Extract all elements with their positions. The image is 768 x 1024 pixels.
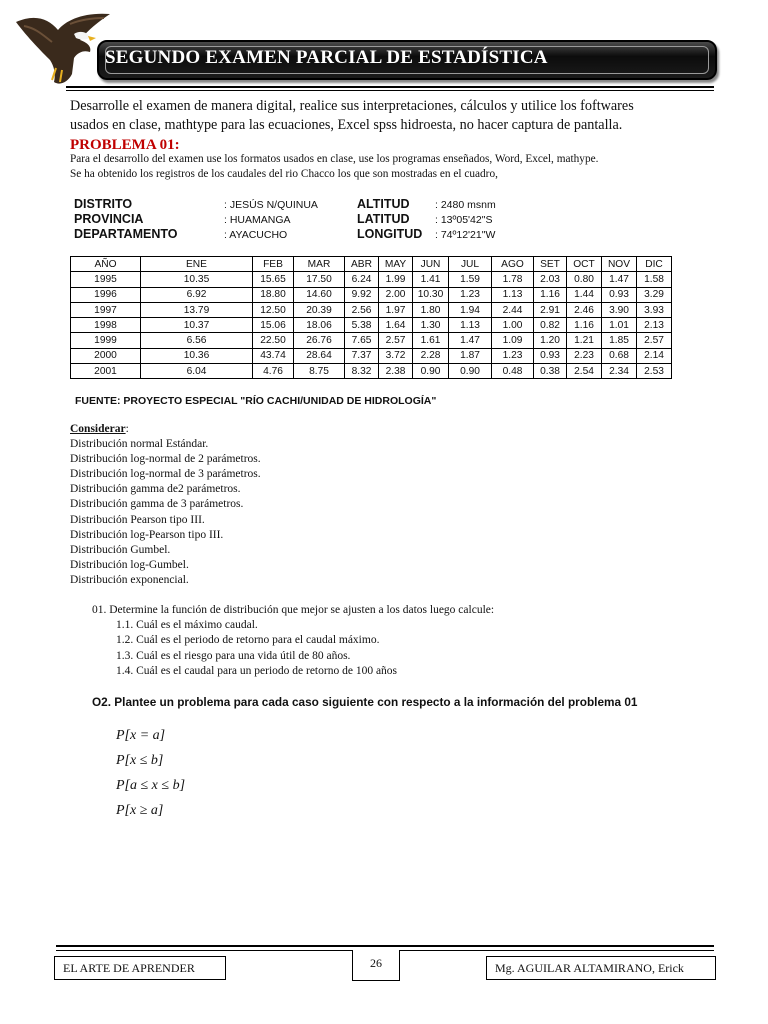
table-cell: 8.32	[345, 364, 379, 379]
longitud-label: LONGITUD	[357, 227, 423, 241]
table-cell: 1.97	[379, 302, 413, 317]
table-cell: 10.35	[141, 272, 253, 287]
table-cell: 1.30	[413, 318, 449, 333]
header-rule	[66, 86, 714, 88]
table-header-cell: JUN	[413, 257, 449, 272]
table-cell: 2.38	[379, 364, 413, 379]
table-cell: 0.93	[534, 348, 567, 363]
caudales-table	[70, 256, 672, 379]
table-cell: 1996	[71, 287, 141, 302]
table-cell: 13.79	[141, 302, 253, 317]
table-cell: 1.09	[492, 333, 534, 348]
problem-1-description: Para el desarrollo del examen use los formatos usados en clase, use los programas enseñados, Word, Excel, mathype. Se ha obtenido los registros de los caudales del rio Chacco los que son mostradas en el cuadro,	[70, 153, 599, 180]
source-note: FUENTE: PROYECTO ESPECIAL "RÍO CACHI/UNIDAD DE HIDROLOGÍA"	[75, 395, 437, 407]
distrito-value: : JESÚS N/QUINUA	[224, 199, 318, 211]
distrito-label: DISTRITO	[74, 197, 133, 211]
list-item: Distribución gamma de2 parámetros.	[70, 483, 241, 496]
consider-list: Considerar: Distribución normal Estándar. Distribución log-normal de 2 parámetros. Distribución log-normal de 3 parámetros. Distribución gamma de2 parámetros. Distribución gamma de 3 parámetros. Distribución Pearson tipo III. Distribución log-Pearson tipo III. Distribución Gumbel. Distribución log-Gumbel. Distribución exponencial.	[70, 422, 261, 588]
consider-title: Considerar	[70, 423, 126, 435]
table-cell: 6.92	[141, 287, 253, 302]
table-header-cell: MAR	[294, 257, 345, 272]
table-cell: 3.93	[637, 302, 672, 317]
table-cell: 1.58	[637, 272, 672, 287]
problem-1-title: PROBLEMA 01:	[70, 137, 180, 153]
list-item: Distribución log-normal de 3 parámetros.	[70, 468, 261, 481]
footer-left: EL ARTE DE APRENDER	[54, 956, 226, 980]
table-cell: 10.30	[413, 287, 449, 302]
table-row	[71, 302, 672, 317]
table-cell: 10.37	[141, 318, 253, 333]
longitud-value: : 74º12'21"W	[435, 229, 496, 241]
question-2: O2. Plantee un problema para cada caso siguiente con respecto a la información del problema 01	[92, 695, 638, 709]
list-item: Distribución log-Pearson tipo III.	[70, 528, 224, 541]
list-item: Distribución Pearson tipo III.	[70, 513, 205, 526]
table-cell: 2.46	[567, 302, 602, 317]
table-header-cell: MAY	[379, 257, 413, 272]
table-row	[71, 348, 672, 363]
altitud-value: : 2480 msnm	[435, 199, 496, 211]
table-cell: 2.91	[534, 302, 567, 317]
table-header-cell: SET	[534, 257, 567, 272]
table-cell: 1.20	[534, 333, 567, 348]
table-cell: 0.48	[492, 364, 534, 379]
table-cell: 3.29	[637, 287, 672, 302]
table-header-cell: ABR	[345, 257, 379, 272]
table-cell: 0.80	[567, 272, 602, 287]
header-rule-thin	[66, 90, 714, 91]
table-row	[71, 272, 672, 287]
page-number: 26	[352, 950, 400, 981]
table-cell: 10.36	[141, 348, 253, 363]
table-cell: 2.03	[534, 272, 567, 287]
table-cell: 22.50	[253, 333, 294, 348]
table-cell: 6.56	[141, 333, 253, 348]
table-cell: 1.85	[602, 333, 637, 348]
table-cell: 4.76	[253, 364, 294, 379]
formula-4: P[x ≥ a]	[116, 803, 164, 818]
table-cell: 1997	[71, 302, 141, 317]
table-cell: 1.64	[379, 318, 413, 333]
formula-2: P[x ≤ b]	[116, 753, 164, 768]
table-cell: 7.65	[345, 333, 379, 348]
list-item: Distribución normal Estándar.	[70, 438, 209, 451]
table-cell: 15.65	[253, 272, 294, 287]
table-cell: 1.59	[449, 272, 492, 287]
list-item: Distribución exponencial.	[70, 573, 189, 586]
table-cell: 1.41	[413, 272, 449, 287]
list-item: Distribución Gumbel.	[70, 543, 171, 556]
table-cell: 1.00	[492, 318, 534, 333]
table-cell: 2.54	[567, 364, 602, 379]
table-row	[71, 318, 672, 333]
table-cell: 8.75	[294, 364, 345, 379]
table-cell: 20.39	[294, 302, 345, 317]
table-cell: 2.14	[637, 348, 672, 363]
intro-text: Desarrolle el examen de manera digital, realice sus interpretaciones, cálculos y utilice los foftwares usados en clase, mathtype para las ecuaciones, Excel spss hidroesta, no hacer captura de pantalla.	[70, 98, 634, 133]
table-cell: 1.94	[449, 302, 492, 317]
table-cell: 1995	[71, 272, 141, 287]
table-cell: 2.56	[345, 302, 379, 317]
altitud-label: ALTITUD	[357, 197, 410, 211]
latitud-value: : 13º05'42"S	[435, 214, 493, 226]
table-header-cell: DIC	[637, 257, 672, 272]
table-cell: 1.23	[449, 287, 492, 302]
table-header-cell: JUL	[449, 257, 492, 272]
table-cell: 1.23	[492, 348, 534, 363]
formula-3: P[a ≤ x ≤ b]	[116, 778, 186, 793]
table-cell: 1.47	[449, 333, 492, 348]
table-cell: 1.13	[492, 287, 534, 302]
table-header-row	[71, 257, 672, 272]
provincia-label: PROVINCIA	[74, 212, 144, 226]
table-cell: 7.37	[345, 348, 379, 363]
table-cell: 0.82	[534, 318, 567, 333]
table-cell: 1.13	[449, 318, 492, 333]
table-cell: 2.57	[637, 333, 672, 348]
formula-1: P[x = a]	[116, 728, 166, 743]
table-cell: 1.16	[567, 318, 602, 333]
table-cell: 2.44	[492, 302, 534, 317]
table-cell: 2.13	[637, 318, 672, 333]
table-cell: 2.23	[567, 348, 602, 363]
list-item: Distribución log-Gumbel.	[70, 558, 189, 571]
list-item: Distribución gamma de 3 parámetros.	[70, 498, 244, 511]
list-item: Distribución log-normal de 2 parámetros.	[70, 453, 261, 466]
table-header-cell: OCT	[567, 257, 602, 272]
table-cell: 2000	[71, 348, 141, 363]
table-cell: 1.21	[567, 333, 602, 348]
table-cell: 17.50	[294, 272, 345, 287]
latitud-label: LATITUD	[357, 212, 410, 226]
table-cell: 0.90	[413, 364, 449, 379]
table-cell: 14.60	[294, 287, 345, 302]
provincia-value: : HUAMANGA	[224, 214, 291, 226]
departamento-value: : AYACUCHO	[224, 229, 288, 241]
table-cell: 1.61	[413, 333, 449, 348]
table-cell: 0.93	[602, 287, 637, 302]
table-cell: 1.87	[449, 348, 492, 363]
table-cell: 6.24	[345, 272, 379, 287]
table-cell: 2001	[71, 364, 141, 379]
exam-title: SEGUNDO EXAMEN PARCIAL DE ESTADÍSTICA	[105, 47, 548, 68]
table-cell: 1.99	[379, 272, 413, 287]
table-header-cell: NOV	[602, 257, 637, 272]
table-cell: 1.78	[492, 272, 534, 287]
table-cell: 1.01	[602, 318, 637, 333]
table-cell: 2.53	[637, 364, 672, 379]
table-header-cell: ENE	[141, 257, 253, 272]
table-cell: 1.47	[602, 272, 637, 287]
header-banner	[97, 40, 717, 80]
table-row	[71, 364, 672, 379]
table-cell: 0.38	[534, 364, 567, 379]
question-1: 01. Determine la función de distribución que mejor se ajusten a los datos luego calcule: 1.1. Cuál es el máximo caudal. 1.2. Cuál es el periodo de retorno para el caudal máximo. 1.3. Cuál es el riesgo para una vida útil de 80 años. 1.4. Cuál es el caudal para un periodo de retorno de 100 años	[92, 604, 495, 677]
table-cell: 2.00	[379, 287, 413, 302]
departamento-label: DEPARTAMENTO	[74, 227, 178, 241]
table-cell: 1.80	[413, 302, 449, 317]
table-cell: 5.38	[345, 318, 379, 333]
table-cell: 6.04	[141, 364, 253, 379]
table-cell: 1.16	[534, 287, 567, 302]
table-cell: 2.28	[413, 348, 449, 363]
table-cell: 2.57	[379, 333, 413, 348]
table-row	[71, 287, 672, 302]
table-row	[71, 333, 672, 348]
table-cell: 28.64	[294, 348, 345, 363]
table-header-cell: AGO	[492, 257, 534, 272]
table-cell: 2.34	[602, 364, 637, 379]
table-header-cell: FEB	[253, 257, 294, 272]
table-cell: 26.76	[294, 333, 345, 348]
table-cell: 0.90	[449, 364, 492, 379]
table-cell: 18.80	[253, 287, 294, 302]
table-cell: 1.44	[567, 287, 602, 302]
table-cell: 3.90	[602, 302, 637, 317]
table-cell: 3.72	[379, 348, 413, 363]
table-header-cell: AÑO	[71, 257, 141, 272]
table-cell: 43.74	[253, 348, 294, 363]
footer-rule	[56, 945, 714, 947]
table-cell: 18.06	[294, 318, 345, 333]
table-cell: 0.68	[602, 348, 637, 363]
table-cell: 12.50	[253, 302, 294, 317]
table-cell: 9.92	[345, 287, 379, 302]
table-cell: 1999	[71, 333, 141, 348]
probability-formulas	[116, 726, 185, 826]
footer-right: Mg. AGUILAR ALTAMIRANO, Erick	[486, 956, 716, 980]
table-cell: 1998	[71, 318, 141, 333]
table-cell: 15.06	[253, 318, 294, 333]
